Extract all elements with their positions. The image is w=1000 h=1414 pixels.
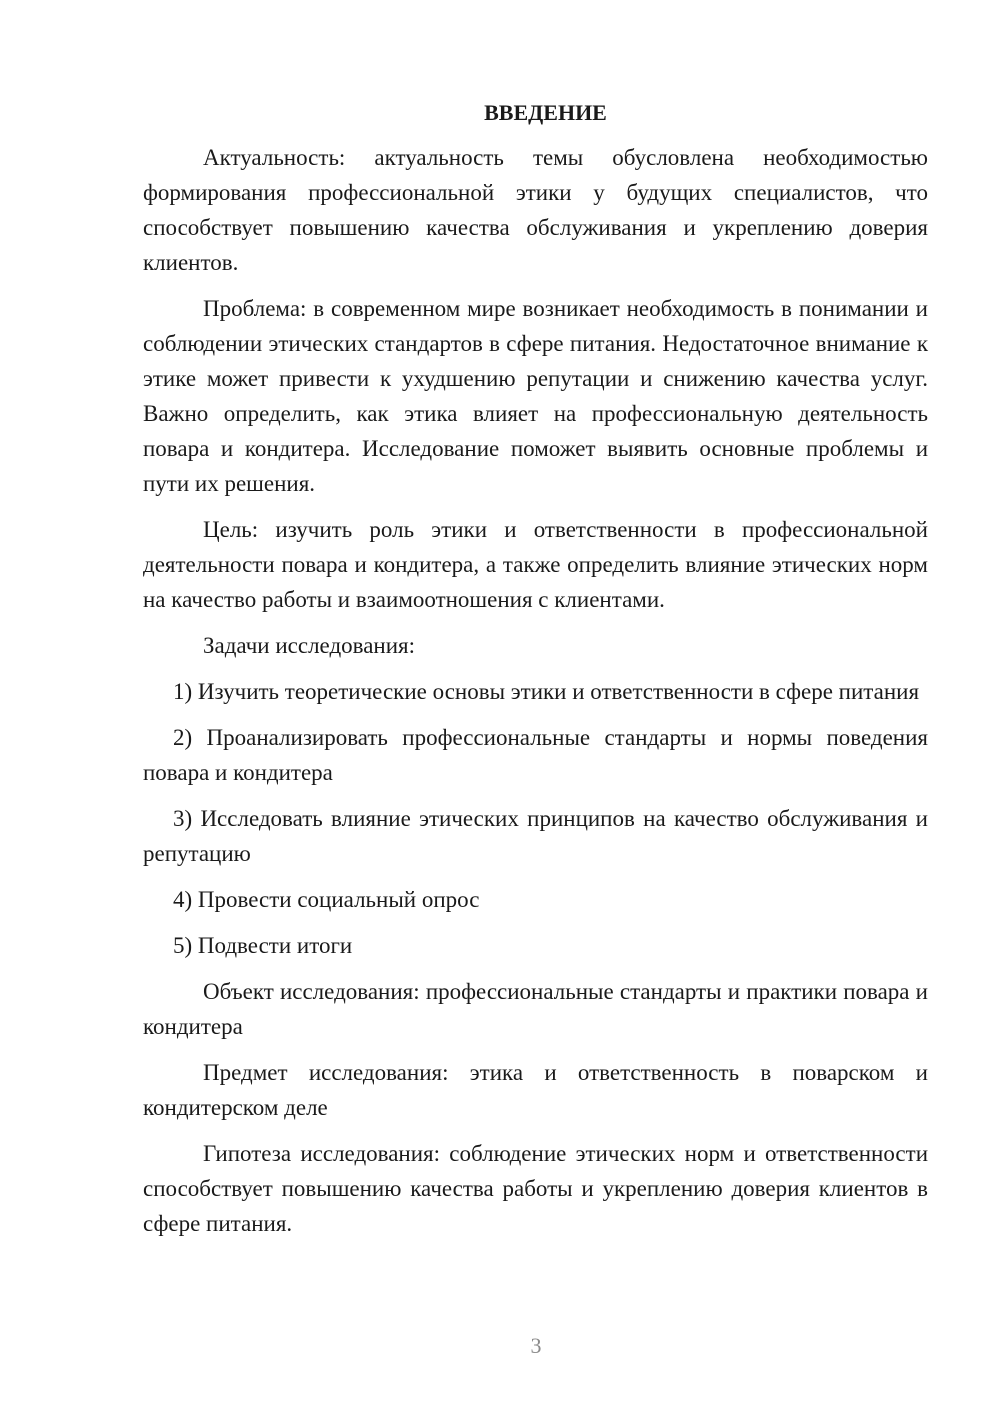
- tasks-title: Задачи исследования:: [203, 633, 416, 658]
- goal-paragraph: Цель: изучить роль этики и ответственности в профессиональной деятельности повара и кондитера, а также определить влияние этических норм на качество работы и взаимоотношения с клиентами.: [143, 517, 928, 612]
- page-number: 3: [530, 1333, 542, 1358]
- object-paragraph: Объект исследования: профессиональные стандарты и практики повара и кондитера: [143, 979, 928, 1039]
- list-item: 2) Проанализировать профессиональные стандарты и нормы поведения повара и кондитера: [143, 725, 928, 785]
- list-item: 5) Подвести итоги: [173, 933, 353, 958]
- tasks-list: [143, 674, 928, 963]
- list-item: 1) Изучить теоретические основы этики и ответственности в сфере питания: [173, 679, 920, 704]
- page-title: ВВЕДЕНИЕ: [484, 100, 607, 125]
- relevance-paragraph: Актуальность: актуальность темы обусловлена необходимостью формирования профессиональной этики у будущих специалистов, что способствует повышению качества обслуживания и укреплению доверия клиентов.: [143, 145, 928, 275]
- list-item: 3) Исследовать влияние этических принципов на качество обслуживания и репутацию: [143, 806, 928, 866]
- document-body: [143, 95, 928, 1252]
- subject-paragraph: Предмет исследования: этика и ответственность в поварском и кондитерском деле: [143, 1060, 928, 1120]
- list-item: 4) Провести социальный опрос: [173, 887, 480, 912]
- hypothesis-paragraph: Гипотеза исследования: соблюдение этических норм и ответственности способствует повышению качества работы и укреплению доверия клиентов в сфере питания.: [143, 1141, 928, 1236]
- problem-paragraph: Проблема: в современном мире возникает необходимость в понимании и соблюдении этических стандартов в сфере питания. Недостаточное внимание к этике может привести к ухудшению репутации и снижению качества услуг. Важно определить, как этика влияет на профессиональную деятельность повара и кондитера. Исследование поможет выявить основные проблемы и пути их решения.: [143, 296, 928, 496]
